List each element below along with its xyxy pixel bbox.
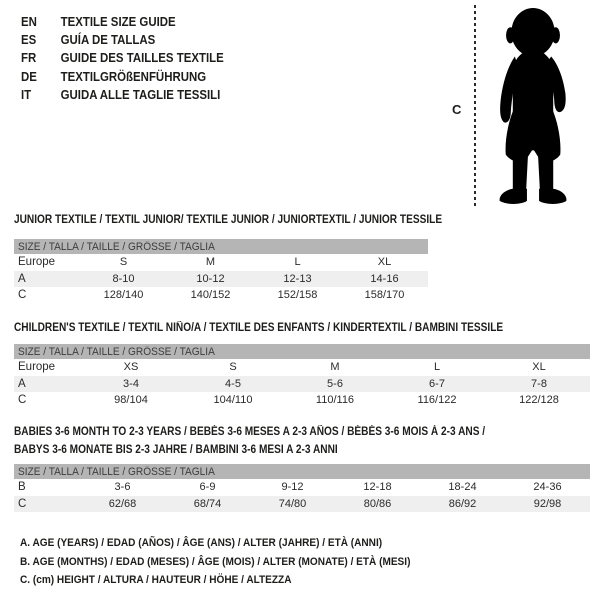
table-row [14,392,590,409]
size-value-cell: 68/74 [193,497,222,510]
size-value-cell: XL [377,256,392,269]
size-header-bar [14,239,428,254]
size-value-cell: 110/116 [315,394,355,407]
legend [20,534,454,590]
size-value-cell: M [330,361,340,374]
table-row [14,359,590,376]
size-value-cell: XS [123,361,139,374]
language-label: TEXTILGRÖßENFÜHRUNG [60,68,207,84]
size-value-cell: 14-16 [370,272,399,285]
size-header-row [14,344,590,359]
row-label-cell: B [18,481,26,494]
junior-textile-section [14,212,443,304]
size-value-cell: 86/92 [448,497,477,510]
size-header-row [14,239,428,254]
size-value-cell: 158/170 [364,289,405,302]
table-title-line: BABIES 3-6 MONTH TO 2-3 YEARS / BEBÉS 3-6 MESES A 2-3 AÑOS / BÉBÉS 3-6 MOIS À 2-3 ANS / [14,426,486,438]
language-row [21,30,224,48]
language-label: GUIDE DES TAILLES TEXTILE [60,50,224,66]
size-table [14,344,590,409]
size-value-cell: S [229,361,237,374]
table-title-line: CHILDREN'S TEXTILE / TEXTIL NIÑO/A / TEXTILE DES ENFANTS / KINDERTEXTIL / BAMBINI TESSILE [14,322,504,334]
size-value-cell: 24-36 [533,481,562,494]
row-label-cell: C [18,497,27,510]
row-label-cell: Europe [18,256,56,269]
size-table [14,239,428,304]
language-code: FR [21,50,37,66]
size-header-label: SIZE / TALLA / TAILLE / GRÖSSE / TAGLIA [18,240,215,253]
language-label: TEXTILE SIZE GUIDE [60,13,176,29]
size-value-cell: S [119,256,128,269]
size-value-cell: 6-9 [199,481,216,494]
size-value-cell: 18-24 [448,481,477,494]
table-row [14,496,590,513]
size-value-cell: 74/80 [278,497,307,510]
height-measure-label: C [452,102,462,117]
size-value-cell: M [205,256,216,269]
size-table [14,464,590,512]
size-value-cell: 5-6 [327,377,343,390]
language-row [21,12,224,30]
size-value-cell: 10-12 [196,272,225,285]
table-row [14,479,590,496]
size-value-cell: 122/128 [519,394,559,407]
legend-line: C. (cm) HEIGHT / ALTURA / HAUTEUR / HÖHE / ALTEZZA [20,574,292,587]
language-code: IT [21,87,32,103]
size-value-cell: 80/86 [363,497,392,510]
toddler-silhouette-icon [486,6,578,208]
legend-line: A. AGE (YEARS) / EDAD (AÑOS) / ÂGE (ANS) / ALTER (JAHRE) / ETÀ (ANNI) [20,537,383,549]
language-row [21,49,224,67]
size-value-cell: 9-12 [281,481,304,494]
legend-line: B. AGE (MONTHS) / EDAD (MESES) / ÂGE (MOIS) / ALTER (MONATE) / ETÀ (MESI) [20,555,411,568]
row-label-cell: A [18,377,26,390]
table-row [14,271,428,288]
language-row [21,86,224,104]
size-value-cell: 116/122 [417,394,457,407]
language-label: GUIDA ALLE TAGLIE TESSILI [60,87,221,103]
size-value-cell: 6-7 [429,377,445,390]
language-row [21,67,224,85]
table-title-line: BABYS 3-6 MONATE BIS 2-3 JAHRE / BAMBINI 3-6 MESI A 2-3 ANNI [14,443,338,456]
babies-table-title [14,424,590,459]
size-value-cell: 152/158 [277,289,318,302]
size-value-cell: XL [532,361,546,374]
size-value-cell: 140/152 [190,289,231,302]
size-value-cell: 92/98 [533,497,562,510]
junior-table-title [14,212,443,230]
children-table-title [14,320,590,338]
table-row [14,287,428,304]
size-value-cell: 4-5 [225,377,241,390]
size-value-cell: 128/140 [103,289,144,302]
children-textile-section [14,320,590,409]
babies-textile-section [14,424,590,512]
table-row [14,376,590,393]
size-value-cell: 98/104 [114,394,148,407]
language-code: DE [21,68,37,84]
size-header-bar [14,464,590,479]
row-label-cell: Europe [18,361,56,374]
table-row [14,254,428,271]
size-value-cell: 62/68 [108,497,137,510]
size-value-cell: 3-6 [114,481,131,494]
size-value-cell: 104/110 [213,394,253,407]
size-value-cell: L [433,361,441,374]
row-label-cell: C [18,394,27,407]
language-list [21,12,251,104]
row-label-cell: C [18,289,27,302]
size-header-row [14,464,590,479]
size-value-cell: 7-8 [531,377,547,390]
height-measure-dotted-line [474,5,476,209]
size-value-cell: 3-4 [123,377,139,390]
size-header-bar [14,344,590,359]
language-code: EN [21,13,37,29]
row-label-cell: A [18,272,26,285]
size-value-cell: L [294,256,301,269]
size-value-cell: 12-13 [283,272,312,285]
size-value-cell: 8-10 [112,272,135,285]
size-header-label: SIZE / TALLA / TAILLE / GRÖSSE / TAGLIA [18,345,215,358]
language-code: ES [21,32,37,48]
language-label: GUÍA DE TALLAS [60,32,156,48]
size-header-label: SIZE / TALLA / TAILLE / GRÖSSE / TAGLIA [18,465,215,478]
table-title-line: JUNIOR TEXTILE / TEXTIL JUNIOR/ TEXTILE JUNIOR / JUNIORTEXTIL / JUNIOR TESSILE [14,214,443,226]
size-value-cell: 12-18 [363,481,392,494]
